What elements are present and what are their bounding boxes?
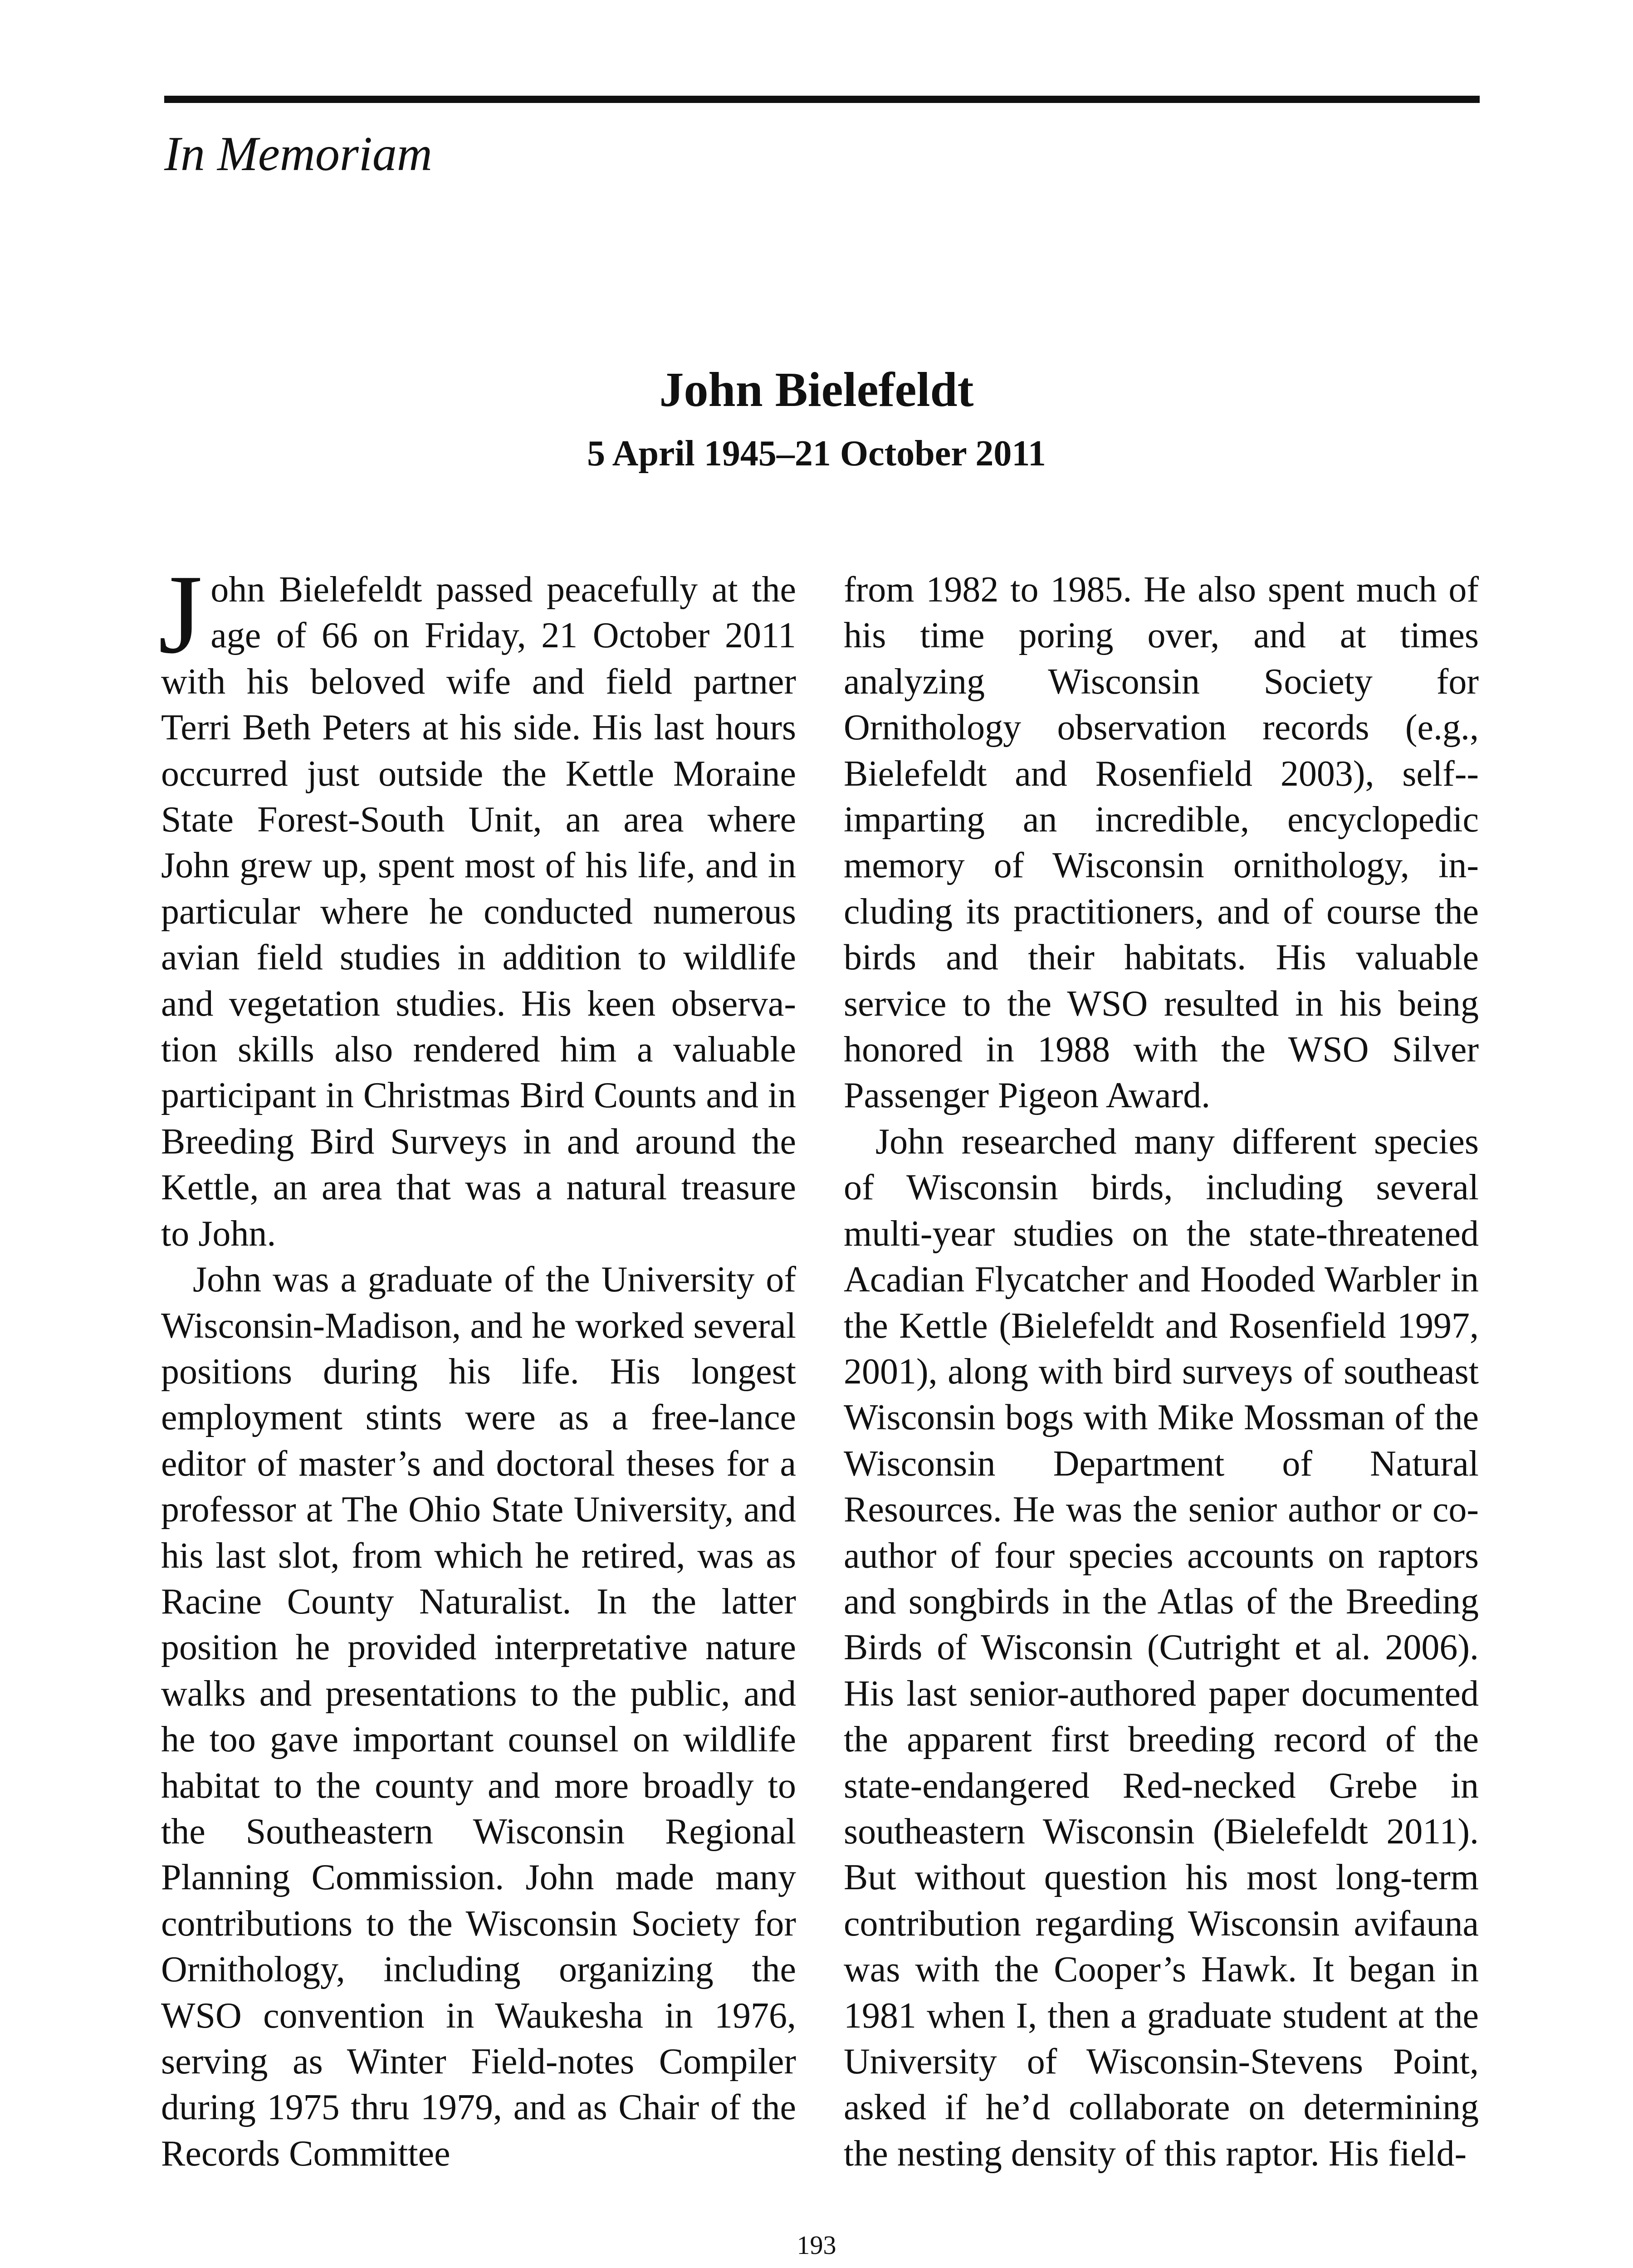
article-title: John Bielefeldt <box>659 363 974 417</box>
article-dates: 5 April 1945–21 October 2011 <box>587 434 1046 474</box>
paragraph <box>158 552 796 1257</box>
page-number: 193 <box>797 2230 836 2260</box>
paragraph: John was a graduate of the University of Wisconsin-Madison, and he worked several positions during his life. His longest employment stints were as a free-lance editor of master’s and doctoral theses for a professor at The Ohio State University, and his last slot, from which he retired, was as Racine County Naturalist. In the latter position he provided interpretative nature walks and presentations to the public, and he too gave important counsel on wildlife habitat to the county and more broadly to the Southeastern Wisconsin Regional Planning Commission. John made many contributions to the Wisconsin Society for Ornithology, including organizing the WSO convention in Waukesha in 1976, serving as Winter Field-notes Compiler during 1975 thru 1979, and as Chair of the Records Committee <box>161 1260 796 2174</box>
right-column <box>844 567 1479 2177</box>
paragraph: John researched many different species of Wisconsin birds, including several multi-year studies on the state-threatened Acadian Flycatcher and Hooded Warbler in the Kettle (Bielefeldt and Rosenfield 1997, 2001), along with bird surveys of southeast Wisconsin bogs with Mike Mossman of the Wisconsin Department of Natural Resources. He was the senior author or co-author of four species accounts on raptors and songbirds in the Atlas of the Breeding Birds of Wisconsin (Cutright et al. 2006). His last senior-authored paper documented the apparent first breeding record of the state-endangered Red-necked Grebe in southeastern Wisconsin (Bielefeldt 2011). But without question his most long-term contribution regarding Wisconsin avifauna was with the Cooper’s Hawk. It began in 1981 when I, then a graduate student at the University of Wisconsin-Stevens Point, asked if he’d collaborate on determining the nesting density of this raptor. His field- <box>844 1121 1479 2174</box>
paragraph: from 1982 to 1985. He also spent much of his time poring over, and at times analyzing Wisconsin Society for Ornithology observation records (e.g., Bielefeldt and Rosenfield 2003), self-imparting an incredible, encyclopedic memory of Wisconsin ornithology, including its practitioners, and of course the birds and their habitats. His valuable service to the WSO resulted in his being honored in 1988 with the WSO Silver Passenger Pigeon Award. <box>844 570 1479 1116</box>
drop-cap: J <box>158 552 203 677</box>
left-column <box>158 552 796 2177</box>
paragraph-text: ohn Bielefeldt passed peacefully at the age of 66 on Friday, 21 October 2011 with his beloved wife and field partner Terri Beth Peters at his side. His last hours occurred just outside the Kettle Moraine State Forest-South Unit, an area where John grew up, spent most of his life, and in particular where he conducted numerous avian field studies in addition to wildlife and vegetation studies. His keen observation skills also rendered him a valuable participant in Christmas Bird Counts and in Breeding Bird Surveys in and around the Kettle, an area that was a natural treasure to John. <box>161 570 796 1254</box>
section-title: In Memoriam <box>164 127 432 181</box>
header-rule <box>164 96 1480 103</box>
